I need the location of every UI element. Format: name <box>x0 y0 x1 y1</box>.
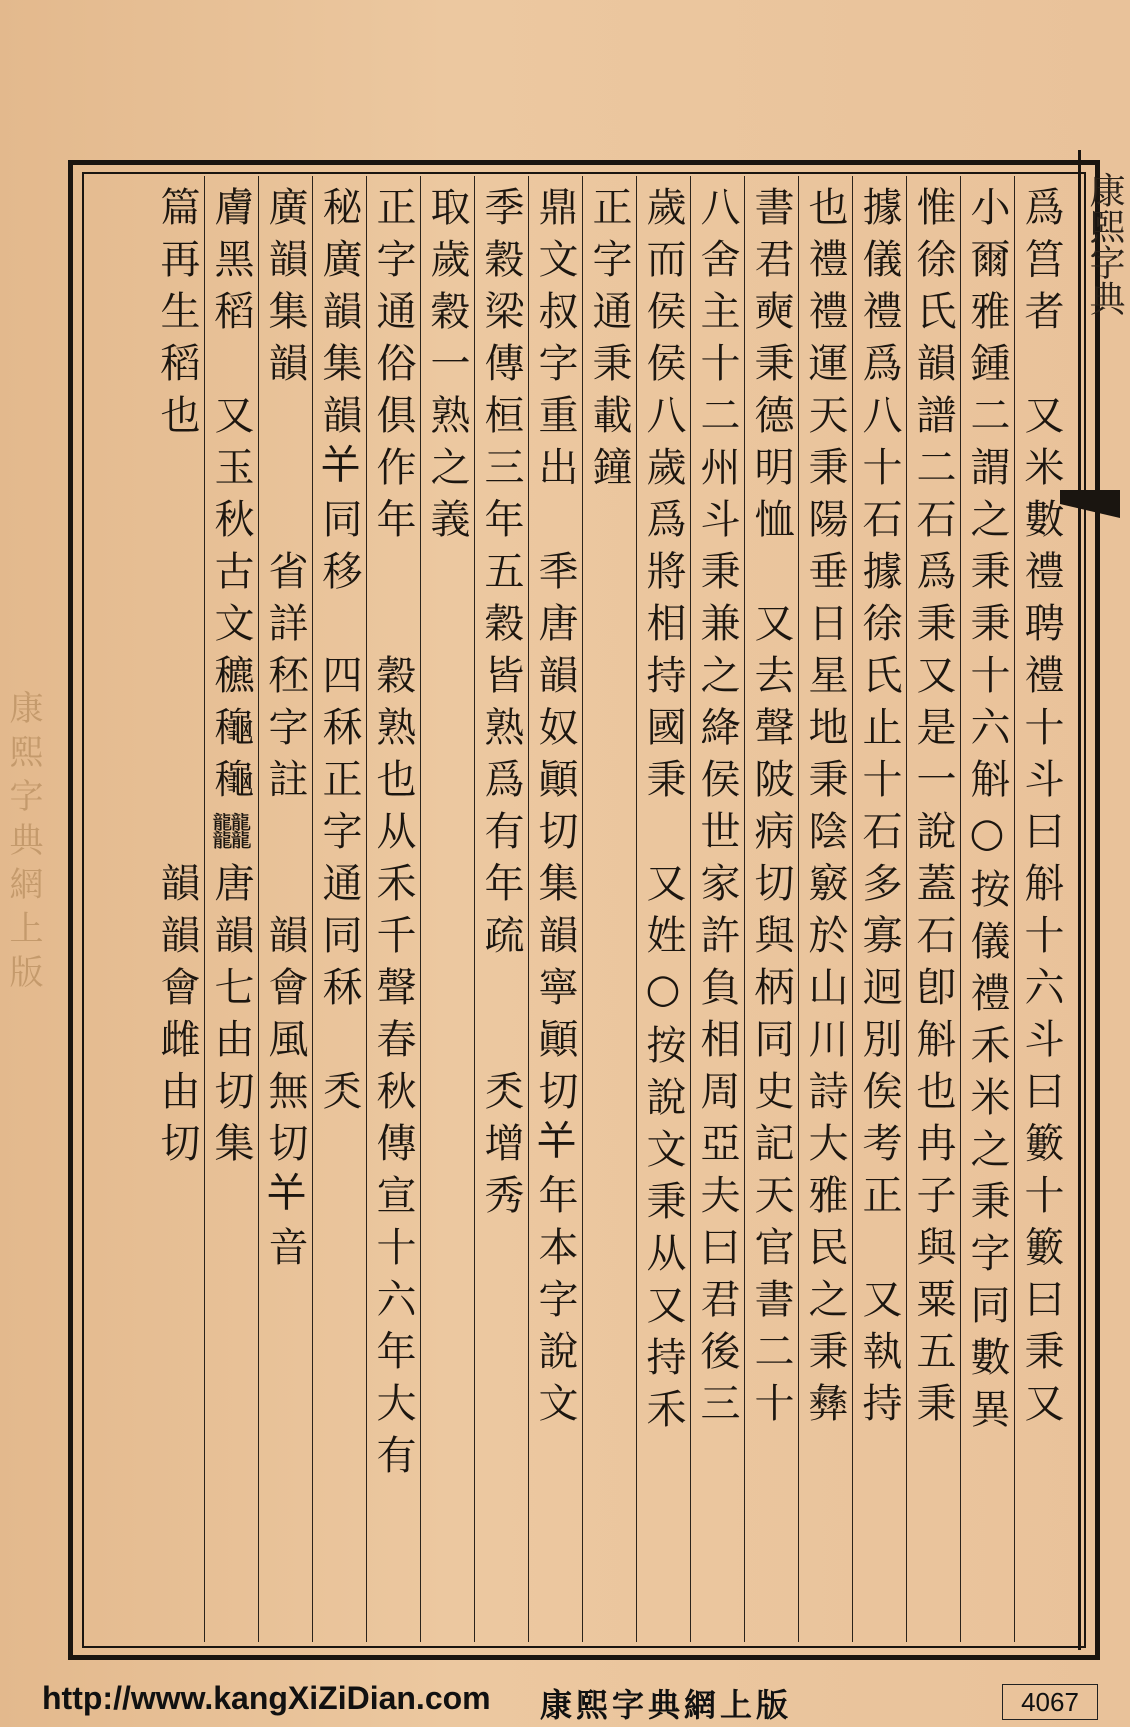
text-column: 書君奭秉德明恤 又去聲陂病切與柄同史記天官書二十 <box>744 176 798 1642</box>
side-watermark: 康熙字典網上版 <box>3 690 43 998</box>
text-column: 正字通俗俱作年 穀熟也从禾千聲春秋傳宣十六年大有 <box>366 176 420 1642</box>
site-url-link[interactable]: http://www.kangXiZiDian.com <box>42 1680 491 1716</box>
text-column: 膚黑稻 又玉秋古文穮龝龝𪚥唐韻七由切集 <box>204 176 258 1642</box>
text-column: 小爾雅鍾二謂之秉秉十六斛○按儀禮禾米之秉字同數異 <box>960 176 1014 1642</box>
text-column: 八舍主十二州斗秉兼之絳侯世家許負相周亞夫曰君後三 <box>690 176 744 1642</box>
fishtail-mark <box>1060 490 1120 518</box>
text-column: 也禮禮運天秉陽垂日星地秉陰竅於山川詩大雅民之秉彝 <box>798 176 852 1642</box>
text-column: 據儀禮爲八十石據徐氏止十石多寡迥別俟考正 又執持 <box>852 176 906 1642</box>
text-column: 爲筥者 又米數禮聘禮十斗曰斛十六斗曰籔十籔曰秉又 <box>1014 176 1068 1642</box>
page-number: 4067 <box>1002 1684 1098 1720</box>
text-column: 取歲穀一熟之義 <box>420 176 474 1642</box>
text-column: 篇再生稻也 韻韻會雌由切 <box>154 186 200 1174</box>
text-column: 季穀梁傳桓三年五穀皆熟爲有年疏 秂增秀 <box>474 176 528 1642</box>
text-column: 秘廣韻集韻𢆉同移 四秝正字通同秝 秂 <box>312 176 366 1642</box>
book-spine-strip <box>1078 150 1130 1650</box>
text-column: 正字通秉載鐘 <box>582 176 636 1642</box>
site-title: 康熙字典網上版 <box>540 1686 793 1724</box>
text-column: 惟徐氏韻譜二石爲秉又是一說蓋石卽斛也冉子與粟五秉 <box>906 176 960 1642</box>
text-columns <box>96 176 1068 1642</box>
text-column: 歲而侯侯八歲爲將相持國秉 又姓○按說文秉从又持禾 <box>636 176 690 1642</box>
book-title: 康熙字典 <box>1084 172 1125 316</box>
text-column: 廣韻集韻 省詳秠字註 韻會風無切𢆉音 <box>258 176 312 1642</box>
text-column: 鼎文叔字重出 秊唐韻奴顚切集韻寧顚切𢆉年本字說文 <box>528 176 582 1642</box>
